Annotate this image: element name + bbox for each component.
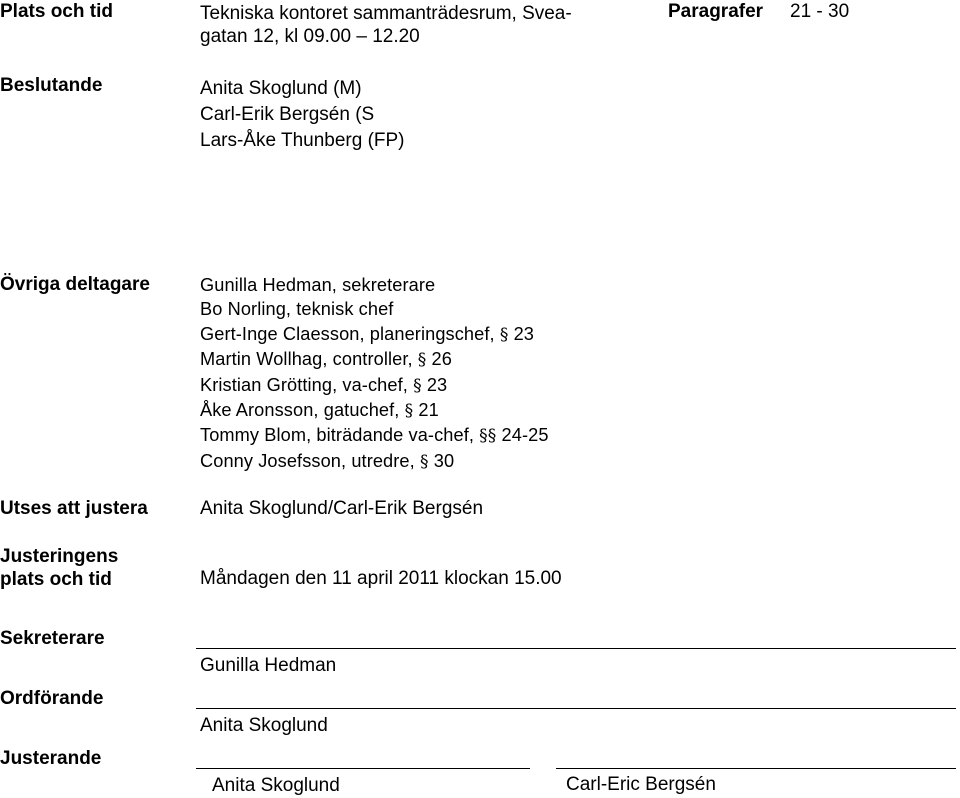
justerande-signature-line-2: [556, 768, 956, 769]
section-sign: §§: [479, 426, 497, 447]
participant-row: Martin Wollhag, controller, § 26: [200, 349, 452, 371]
participant-row: Kristian Grötting, va-chef, § 23: [200, 374, 448, 396]
justerande-name-1: Anita Skoglund: [212, 775, 340, 796]
beslutande-list: [200, 76, 405, 154]
section-sign: §: [499, 324, 509, 345]
utses-att-justera-label: Utses att justera: [0, 498, 148, 519]
ordforande-name: Anita Skoglund: [200, 715, 328, 736]
justeringens-value: Måndagen den 11 april 2011 klockan 15.00: [200, 568, 562, 589]
paragrafer-value: 21 - 30: [790, 1, 850, 22]
participant-row: Conny Josefsson, utredre, § 30: [200, 450, 455, 472]
sekreterare-signature-line: [196, 648, 956, 649]
utses-att-justera-value: Anita Skoglund/Carl-Erik Bergsén: [200, 498, 484, 519]
participant-row: Tommy Blom, biträdande va-chef, §§ 24-25: [200, 425, 549, 447]
ordforande-signature-line: [196, 708, 956, 709]
participant-row: Gunilla Hedman, sekreterare: [200, 275, 436, 295]
justerande-name-2: Carl-Eric Bergsén: [566, 774, 716, 795]
plats-och-tid-label: Plats och tid: [0, 1, 113, 22]
beslutande-label: Beslutande: [0, 75, 103, 96]
beslutande-member: Carl-Erik Bergsén (S: [200, 104, 375, 125]
ovriga-deltagare-label: Övriga deltagare: [0, 274, 150, 295]
section-sign: §: [419, 451, 429, 472]
ovriga-deltagare-list: [200, 273, 549, 474]
sekreterare-label: Sekreterare: [0, 628, 105, 649]
ordforande-label: Ordförande: [0, 688, 104, 709]
participant-row: Åke Aronsson, gatuchef, § 21: [200, 400, 439, 422]
beslutande-member: Anita Skoglund (M): [200, 78, 362, 99]
justeringens-label-line2: plats och tid: [0, 569, 112, 590]
sekreterare-name: Gunilla Hedman: [200, 655, 337, 676]
section-sign: §: [413, 375, 422, 396]
section-sign: §: [417, 350, 427, 371]
participant-row: Bo Norling, teknisk chef: [200, 299, 394, 320]
justerande-signature-line-1: [196, 768, 530, 769]
justerande-label: Justerande: [0, 748, 102, 769]
justeringens-label-line1: Justeringens: [0, 546, 119, 567]
plats-och-tid-line2: gatan 12, kl 09.00 – 12.20: [200, 26, 420, 47]
paragrafer-label: Paragrafer: [668, 1, 764, 22]
section-sign: §: [404, 401, 414, 422]
plats-och-tid-line1: Tekniska kontoret sammanträdesrum, Svea-: [200, 3, 572, 24]
participant-row: Gert-Inge Claesson, planeringschef, § 23: [200, 323, 535, 345]
beslutande-member: Lars-Åke Thunberg (FP): [200, 130, 405, 151]
